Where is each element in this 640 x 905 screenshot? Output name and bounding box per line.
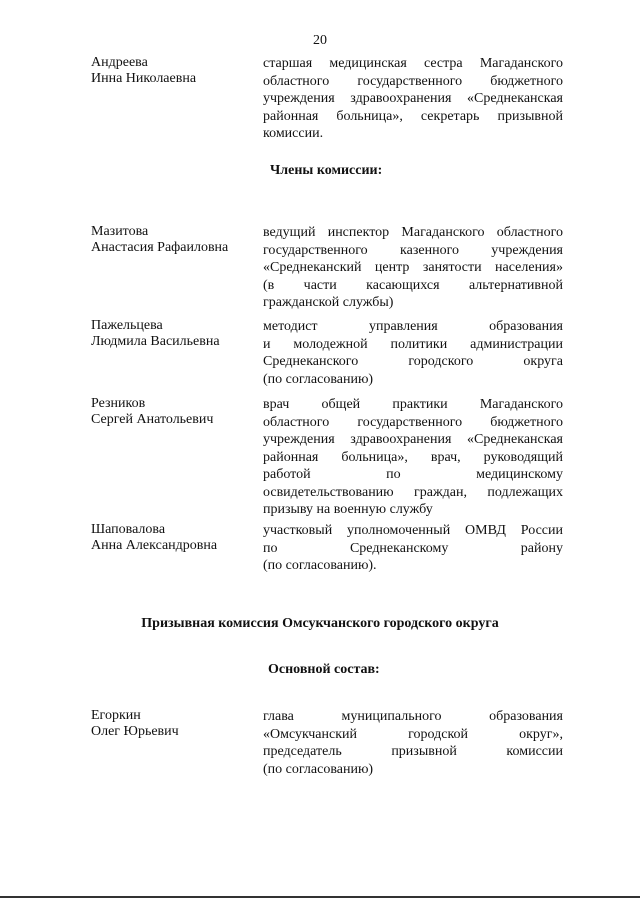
members-heading: Члены комиссии: bbox=[270, 163, 383, 178]
role-line: по Среднеканскому району bbox=[263, 540, 563, 556]
role-line: работой по медицинскому bbox=[263, 467, 563, 482]
section-heading: Призывная комиссия Омсукчанского городского округа bbox=[141, 616, 499, 631]
person-surname: Шаповалова bbox=[91, 522, 166, 537]
role-line: «Среднеканский центр занятости населения» bbox=[263, 260, 563, 275]
page-number: 20 bbox=[313, 33, 327, 48]
person-given-names: Анна Александровна bbox=[91, 538, 218, 553]
person-name bbox=[91, 224, 256, 256]
role-line: районная больница», врач, руководящий bbox=[263, 449, 563, 465]
person-name bbox=[91, 522, 256, 554]
person-given-names: Олег Юрьевич bbox=[91, 724, 179, 739]
role-line: старшая медицинская сестра Магаданского bbox=[263, 56, 563, 71]
person-surname: Андреева bbox=[91, 55, 148, 70]
person-given-names: Анастасия Рафаиловна bbox=[91, 240, 229, 255]
role-line: Среднеканского городского округа bbox=[263, 354, 563, 369]
role-line: участковый уполномоченный ОМВД России bbox=[263, 523, 563, 538]
person-surname: Пажельцева bbox=[91, 318, 163, 333]
role-line: врач общей практики Магаданского bbox=[263, 397, 563, 412]
person-name bbox=[91, 708, 256, 740]
person-given-names: Инна Николаевна bbox=[91, 71, 197, 86]
main-composition-heading: Основной состав: bbox=[268, 662, 380, 677]
role-line: комиссии. bbox=[263, 126, 324, 141]
role-line: государственного казенного учреждения bbox=[263, 242, 563, 258]
role-line: (по согласованию) bbox=[263, 371, 374, 387]
role-line: освидетельствованию граждан, подлежащих bbox=[263, 484, 563, 500]
role-line: и молодежной политики администрации bbox=[263, 336, 563, 352]
role-line: призыву на военную службу bbox=[263, 502, 433, 517]
role-line: районная больница», секретарь призывной bbox=[263, 108, 563, 124]
person-role bbox=[263, 396, 563, 519]
role-line: ведущий инспектор Магаданского областного bbox=[263, 225, 563, 240]
person-role bbox=[263, 224, 563, 312]
role-line: учреждения здравоохранения «Среднеканская bbox=[263, 91, 563, 106]
role-line: областного государственного бюджетного bbox=[263, 414, 563, 430]
role-line: (в части касающихся альтернативной bbox=[263, 277, 563, 293]
person-name bbox=[91, 396, 256, 428]
role-line: областного государственного бюджетного bbox=[263, 73, 563, 89]
person-given-names: Людмила Васильевна bbox=[91, 334, 220, 349]
role-line: глава муниципального образования bbox=[263, 709, 563, 724]
person-role bbox=[263, 55, 563, 143]
role-line: «Омсукчанский городской округ», bbox=[263, 726, 563, 742]
person-role bbox=[263, 318, 563, 388]
role-line: учреждения здравоохранения «Среднеканская bbox=[263, 432, 563, 447]
person-surname: Резников bbox=[91, 396, 146, 411]
role-line: (по согласованию) bbox=[263, 761, 374, 777]
person-surname: Мазитова bbox=[91, 224, 149, 239]
person-given-names: Сергей Анатольевич bbox=[91, 412, 214, 427]
role-line: (по согласованию). bbox=[263, 558, 377, 573]
person-role bbox=[263, 522, 563, 575]
role-line: председатель призывной комиссии bbox=[263, 744, 563, 759]
role-line: гражданской службы) bbox=[263, 295, 394, 310]
person-surname: Егоркин bbox=[91, 708, 141, 723]
person-role bbox=[263, 708, 563, 778]
person-name bbox=[91, 55, 256, 87]
bottom-rule bbox=[0, 896, 640, 898]
role-line: методист управления образования bbox=[263, 319, 563, 334]
person-name bbox=[91, 318, 256, 350]
